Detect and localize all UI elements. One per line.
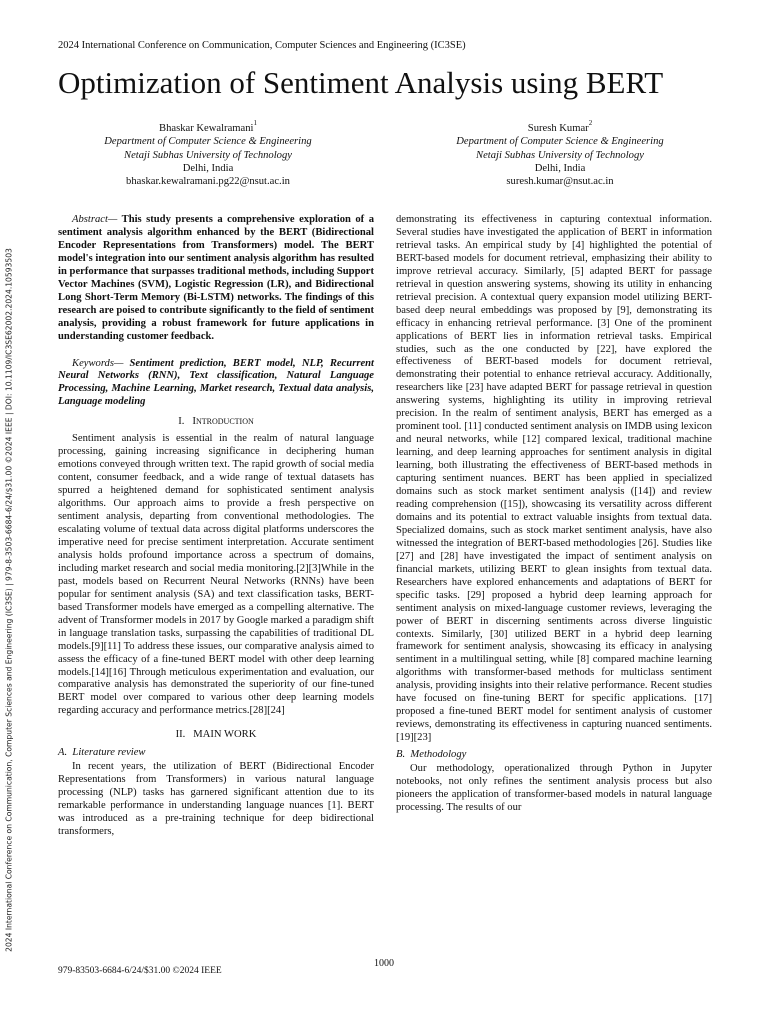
literature-review-paragraph-part-1: In recent years, the utilization of BERT (Bidirectional Encoder Representations from Transformers) in various natural language processing (NLP) tasks has garnered significant attention due to its remarkable performance in understanding language nuances [1]. BERT was introduced as a pre-training technique for deep bidirectional transformers, (58, 761, 374, 838)
author-location: Delhi, India (182, 162, 234, 174)
abstract-dash: — (107, 214, 118, 225)
section-title: Introduction (192, 415, 254, 428)
author-block-1 (58, 119, 358, 188)
author-university: Netaji Subhas University of Technology (476, 149, 644, 161)
author-department: Department of Computer Science & Engineering (456, 136, 664, 148)
footer-copyright: 979-83503-6684-6/24/$31.00 ©2024 IEEE (58, 966, 222, 976)
methodology-paragraph: Our methodology, operationalized through Python in Jupyter notebooks, not only refines the sentiment analysis process but also pioneers the application of transformer-based models in natural language processing. The results of our (396, 763, 712, 813)
right-column (396, 214, 712, 815)
side-citation-text: 2024 International Conference on Communication, Computer Sciences and Engineering (IC3SE) | 979-8-3503-6684-6/24/$31.00 ©2024 IEEE | DOI: 10.1109/IC3SE62002.2024.10593503 (4, 248, 14, 952)
author-superscript: 1 (253, 119, 257, 127)
conference-header: 2024 International Conference on Communication, Computer Sciences and Engineering (IC3SE) (58, 40, 466, 51)
section-heading-introduction (58, 415, 374, 428)
subsection-heading-methodology (396, 748, 712, 761)
keywords-text: Sentiment prediction, BERT model, NLP, Recurrent Neural Networks (RNN), Text classification, Natural Language Processing, Machine Learning, Market research, Textual data analysis, Language modeling (58, 357, 374, 408)
author-location: Delhi, India (534, 162, 586, 174)
author-name: Bhaskar Kewalramani (159, 123, 254, 134)
author-block-2 (410, 119, 710, 188)
subsection-heading-literature-review (58, 746, 374, 759)
subsection-title: Literature review (72, 747, 146, 759)
author-department: Department of Computer Science & Engineering (104, 136, 312, 148)
keywords-label: Keywords— (72, 357, 124, 369)
side-margin-citation (2, 220, 16, 980)
subsection-label: A. (58, 747, 68, 759)
abstract-paragraph (58, 214, 374, 344)
abstract-label: Abstract (72, 214, 108, 225)
introduction-paragraph: Sentiment analysis is essential in the realm of natural language processing, gaining increasing significance in deciphering human emotions conveyed through written text. The rapid growth of social media content, consumer feedback, and a wide range of textual datasets has spurred a heightened demand for sophisticated sentiment analysis algorithms. Our approach aims to provide a fresh perspective on sentiment analysis, departing from conventional methodologies. The escalating volume of textual data across digital platforms underscores the imperative need for precise sentiment interpretation. Accurate sentiment analysis holds profound importance across a spectrum of domains, including market research and social media monitoring.[2][3]While in the past, models based on Recurrent Neural Networks (RNNs) have been popular for sentiment analysis (SA) and text classification tasks, BERT-based Transformer models have emerged as a compelling alternative. The advent of Transformer models in 2017 by Google marked a paradigm shift in language translation tasks, surpassing the capabilities of traditional DL models.[9][11] To address these issues, our comparative analysis aimed to assess the efficacy of a fine-tuned BERT model with other deep learning models.[14][16] Through meticulous experimentation and evaluation, our comparative analysis has demonstrated the superiority of our fine-tuned BERT model over compared to various other deep learning models regarding accuracy and performance metrics.[28][24] (58, 433, 374, 717)
subsection-label: B. (396, 749, 406, 761)
author-name: Suresh Kumar (527, 123, 589, 134)
left-column (58, 214, 374, 839)
subsection-title: Methodology (410, 749, 467, 761)
section-number: II. (175, 729, 186, 741)
author-email: bhaskar.kewalramani.pg22@nsut.ac.in (126, 176, 290, 188)
section-heading-main-work (58, 728, 374, 741)
literature-review-paragraph-part-2: demonstrating its effectiveness in capturing contextual information. Several studies have investigated the application of BERT in information retrieval tasks. An empirical study by [4] highlighted the potential of BERT-based models for document retrieval, emphasizing their ability to improve retrieval accuracy. Similarly, [5] adapted BERT for passage retrieval in question answering systems, showing its utility in enhancing retrieval precision. A contextual query expansion model utilizing BERT-based deep neural embeddings was proposed by [9], demonstrating its efficacy in enhancing retrieval performance. [3] One of the prominent applications of BERT lies in information retrieval tasks. Empirical studies, such as the one conducted by [22], have explored the effectiveness of BERT-based models for document retrieval, demonstrating their potential to enhance retrieval accuracy. Additionally, researchers like [23] have adapted BERT for passage retrieval in question answering systems, highlighting its utility in improving retrieval precision. In the realm of sentiment analysis, BERT has emerged as a prominent tool. [11] conducted sentiment analysis on IMDB using lexicon and neural networks, while [12] compared lexical, traditional machine learning, and deep learning approaches for sentiment analysis in digital learning, both illustrating the effectiveness of BERT-based methods in capturing sentiment nuances. BERT has been applied in specialized domains such as stock market sentiment analysis ([14]) and review reading comprehension ([15]), showcasing its versatility across different domains and its potential to extract valuable insights from textual data. Specialized domains, such as stock market sentiment analysis, have also witnessed the integration of BERT-based methodologies [26]. Studies like [27] and [28] have investigated the impact of sentiment analysis on financial markets, utilizing BERT to glean insights from textual data. Researchers have explored enhancements and adaptations of BERT for specific tasks. [29] proposed a hybrid deep learning approach for sentiment analysis on mixed-language customer reviews, leveraging the power of BERT in discerning sentiments across diverse linguistic contexts. Similarly, [30] utilized BERT in a hybrid deep learning framework for sentiment analysis, showcasing its efficacy in analysing sentiment in a multilingual setting, while [8] compared machine learning algorithms with transformer-based methods for multiclass sentiment analysis, providing insights into their relative performance. Recent studies have focused on fine-tuning BERT for specific applications. [17] proposed a fine-tuned BERT model for sentiment analysis of customer reviews, demonstrating its effectiveness in capturing nuanced sentiments.[19][23] (396, 214, 712, 744)
section-number: I. (178, 416, 185, 428)
abstract-text: This study presents a comprehensive exploration of a sentiment analysis algorithm enhanced by the BERT (Bidirectional Encoder Representations from Transformers) model. The BERT model's integration into our sentiment analysis algorithm has resulted in performance that surpasses traditional methods, including Support Vector Machines (SVM), Logistic Regression (LR), and Bidirectional Long Short-Term Memory (Bi-LSTM) networks. The findings of this research are poised to contribute significantly to the field of sentiment analysis, providing a robust framework for future applications in understanding customer feedback. (58, 214, 374, 342)
author-university: Netaji Subhas University of Technology (124, 149, 292, 161)
paper-title: Optimization of Sentiment Analysis using BERT (58, 65, 664, 100)
keywords-paragraph (58, 358, 374, 410)
author-superscript: 2 (588, 119, 593, 127)
page-number: 1000 (374, 958, 394, 969)
author-email: suresh.kumar@nsut.ac.in (506, 176, 614, 188)
section-title: MAIN WORK (193, 729, 257, 741)
